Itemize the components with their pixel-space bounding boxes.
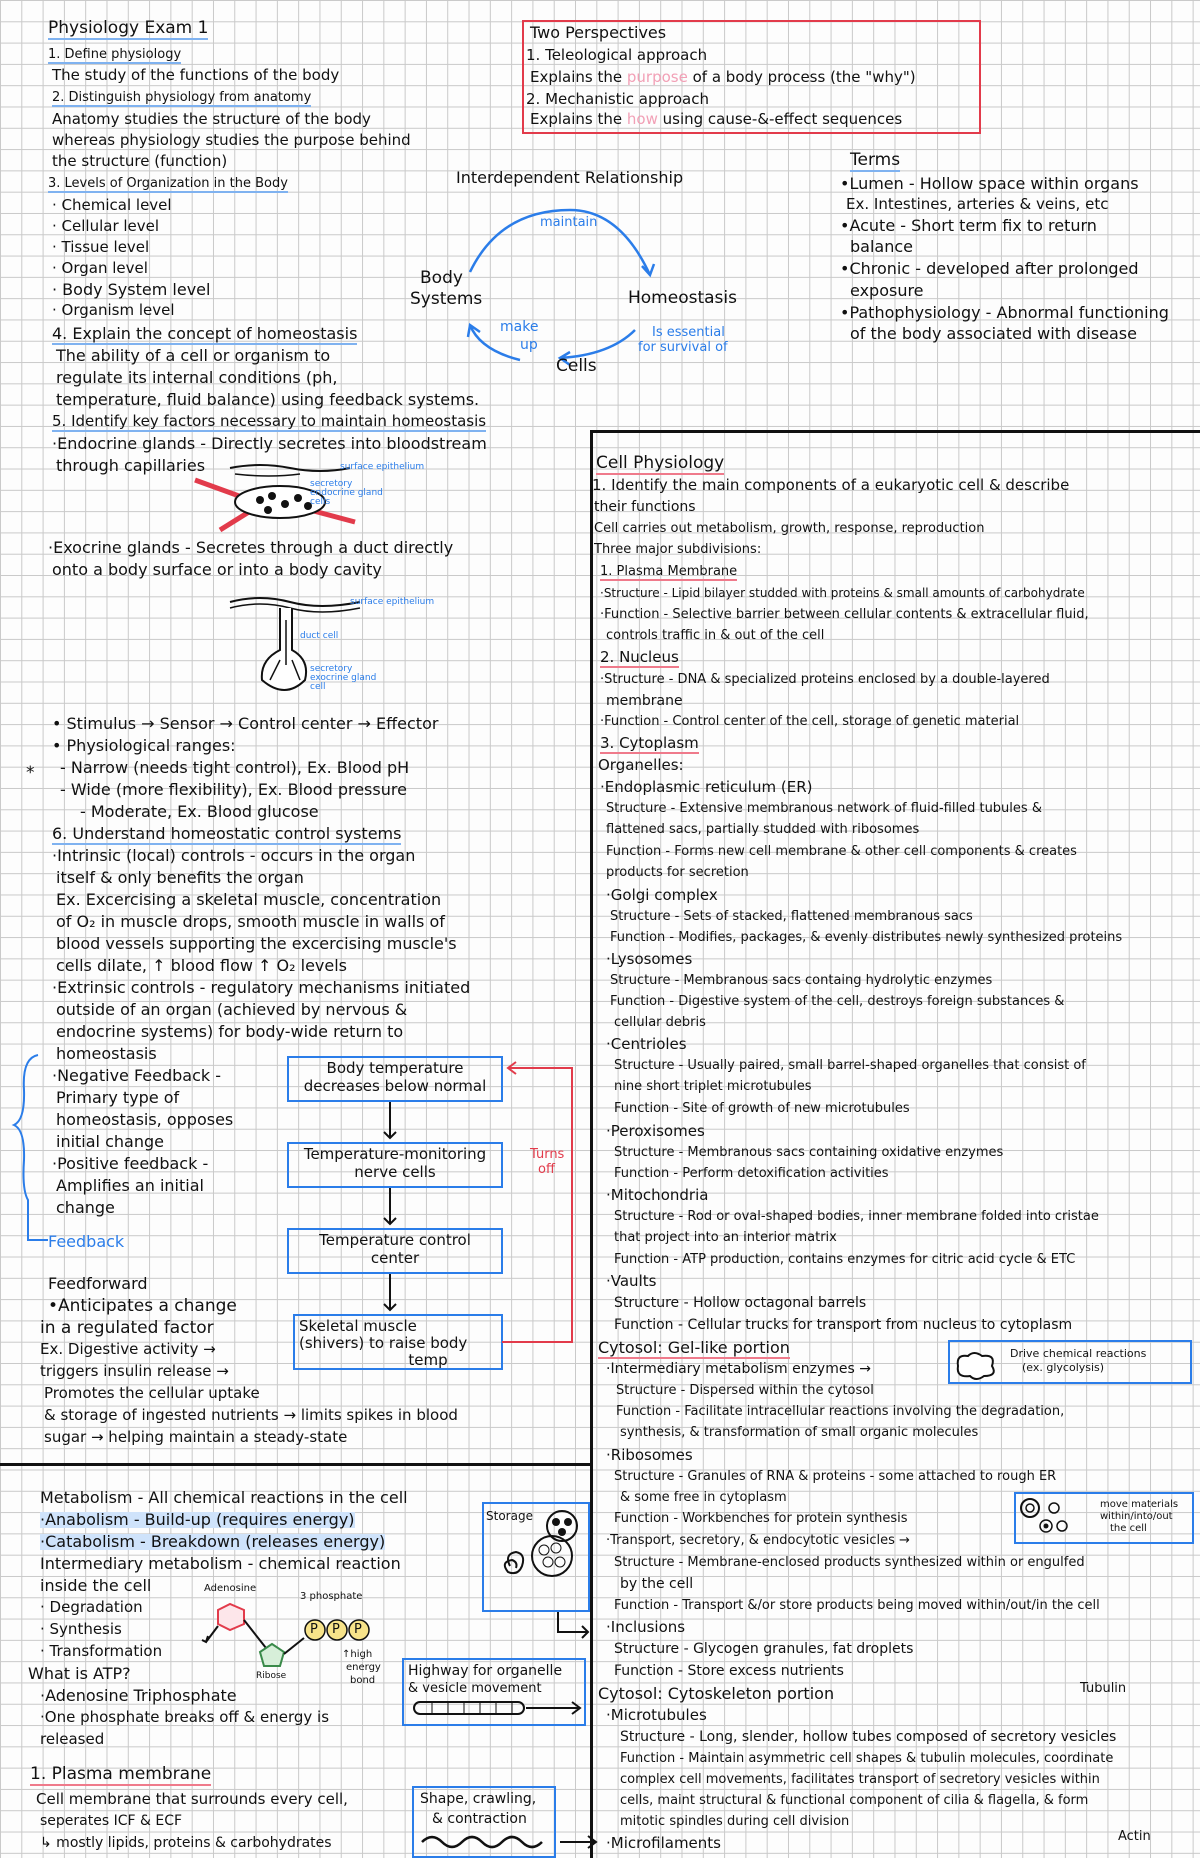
cycle-label-essential: Is essential [652, 325, 725, 340]
ranges-heading: • Physiological ranges: [52, 736, 236, 755]
cell-line: & some free in cytoplasm [620, 1490, 787, 1505]
drive-reactions-text: (ex. glycolysis) [1022, 1361, 1105, 1374]
terms-title: Terms [850, 150, 901, 170]
flow-text: (shivers) to raise body [299, 1334, 468, 1352]
cycle-node-cells: Cells [556, 356, 597, 376]
perspective-emphasis: how [626, 110, 658, 128]
term-line: •Acute - Short term fix to return [840, 216, 1097, 235]
negative-feedback-line: ·Negative Feedback - [52, 1066, 222, 1085]
intrinsic-line: itself & only benefits the organ [56, 868, 304, 887]
term-line: of the body associated with disease [850, 324, 1137, 343]
term-line: balance [850, 237, 913, 256]
cell-line: Function - Maintain asymmetric cell shapes & tubulin molecules, coordinate [620, 1751, 1114, 1766]
perspective-emphasis: purpose [626, 68, 688, 86]
move-materials-text: within/into/out [1100, 1511, 1173, 1522]
feedforward-line: •Anticipates a change [48, 1296, 237, 1316]
cell-line: membrane [606, 693, 683, 709]
range-item: - Moderate, Ex. Blood glucose [80, 802, 319, 821]
cell-line: cells, maint structural & functional component of cilia & flagella, & form [620, 1793, 1089, 1808]
flow-text: nerve cells [354, 1163, 436, 1181]
intrinsic-line: Ex. Excercising a skeletal muscle, concentration [56, 890, 442, 909]
inclusion-icons [490, 1506, 586, 1602]
cell-line: complex cell movements, facilitates transport of secretory vesicles within [620, 1772, 1100, 1787]
cell-line: Function - Forms new cell membrane & other cell components & creates [606, 844, 1077, 859]
level-item: · Tissue level [52, 238, 150, 256]
positive-feedback-line: change [56, 1198, 115, 1217]
cell-line: Structure - Dispersed within the cytosol [616, 1383, 874, 1398]
organelle-heading: ·Intermediary metabolism enzymes → [606, 1361, 871, 1377]
exocrine-label: surface epithelium [350, 597, 435, 607]
perspective-item: 1. Teleological approach [526, 46, 708, 64]
cell-line: products for secretion [606, 865, 749, 880]
intrinsic-line: of O₂ in muscle drops, smooth muscle in walls of [56, 912, 445, 931]
perspective-desc-part: of a body process (the "why") [692, 68, 916, 86]
actin-label: Actin [1118, 1829, 1151, 1844]
cytosol-heading: Cytosol: Gel-like portion [598, 1338, 790, 1357]
cell-line: Cell carries out metabolism, growth, response, reproduction [594, 521, 985, 536]
level-item: · Organ level [52, 259, 148, 277]
cell-line: Function - Transport &/or store products being moved within/out/in the cell [614, 1598, 1100, 1613]
cell-line: Structure - Long, slender, hollow tubes composed of secretory vesicles [620, 1729, 1117, 1745]
organelles-label: Organelles: [598, 756, 684, 774]
extrinsic-line: homeostasis [56, 1044, 157, 1063]
cell-line: ·Function - Control center of the cell, storage of genetic material [600, 714, 1020, 729]
range-item: - Wide (more flexibility), Ex. Blood pressure [60, 780, 407, 799]
perspective-desc-part: Explains the [530, 110, 623, 128]
feedback-label: Feedback [48, 1232, 125, 1251]
cell-line: that project into an interior matrix [614, 1230, 837, 1245]
cell-line: by the cell [620, 1576, 694, 1592]
positive-feedback-line: ·Positive feedback - [52, 1154, 209, 1173]
phosphate-label: 3 phosphate [300, 1591, 363, 1602]
stimulus-line: • Stimulus → Sensor → Control center → Effector [52, 714, 439, 733]
q1-heading: 1. Define physiology [48, 47, 182, 62]
range-item: - Narrow (needs tight control), Ex. Blood pH [60, 758, 410, 777]
move-materials-text: move materials [1100, 1499, 1179, 1510]
phosphate-p: P [310, 1622, 318, 1637]
q4-line: regulate its internal conditions (ph, [56, 368, 338, 387]
perspective-desc [530, 70, 916, 85]
atp-line: ·Adenosine Triphosphate [40, 1686, 237, 1705]
cell-line: Structure - Membranous sacs containg hydrolytic enzymes [610, 973, 993, 988]
exocrine-label: secretory exocrine gland cell [310, 664, 377, 692]
flow-text: Body temperature [326, 1059, 464, 1077]
cell-line: Structure - Glycogen granules, fat droplets [614, 1641, 914, 1657]
negative-feedback-line: initial change [56, 1132, 164, 1151]
cell-line: Function - Facilitate intracellular reactions involving the degradation, [616, 1404, 1065, 1419]
q4-line: temperature, fluid balance) using feedback systems. [56, 390, 480, 409]
organelle-heading: ·Vaults [606, 1272, 657, 1290]
level-item: · Body System level [52, 280, 211, 299]
organelle-heading: ·Golgi complex [606, 886, 718, 904]
catabolism-line: ·Catabolism - Breakdown (releases energy) [40, 1532, 386, 1551]
intrinsic-line: ·Intrinsic (local) controls - occurs in the organ [52, 846, 416, 865]
feedforward-line: Promotes the cellular uptake [44, 1384, 260, 1402]
section-divider [590, 430, 1200, 433]
drive-reactions-text: Drive chemical reactions [1010, 1347, 1147, 1360]
cell-line: cellular debris [614, 1015, 706, 1030]
vesicle-icon [1018, 1496, 1078, 1536]
term-line: •Lumen - Hollow space within organs [840, 174, 1139, 193]
cell-line: Function - Digestive system of the cell, destroys foreign substances & [610, 994, 1065, 1009]
tubulin-label: Tubulin [1080, 1681, 1127, 1696]
atp-line: ·One phosphate breaks off & energy is [40, 1708, 330, 1726]
flow-text: Temperature control [319, 1231, 471, 1249]
cell-line: Function - Workbenches for protein synthesis [614, 1511, 908, 1526]
endocrine-label: surface epithelium [340, 462, 425, 472]
q2-line: the structure (function) [52, 152, 228, 170]
phosphate-p: P [354, 1622, 362, 1637]
metabolism-line: Intermediary metabolism - chemical reaction [40, 1554, 401, 1573]
cycle-label-make-up: up [520, 337, 538, 353]
cell-line: controls traffic in & out of the cell [606, 628, 825, 643]
organelle-heading: ·Peroxisomes [606, 1122, 705, 1140]
q2-heading: 2. Distinguish physiology from anatomy [52, 90, 312, 105]
high-energy-label: energy [346, 1662, 381, 1673]
cell-line: Structure - Sets of stacked, flattened membranous sacs [610, 909, 973, 924]
feedforward-line: & storage of ingested nutrients → limits spikes in blood [44, 1406, 458, 1424]
q5-heading: 5. Identify key factors necessary to maintain homeostasis [52, 412, 487, 430]
endocrine-line: through capillaries [56, 456, 206, 475]
cycle-label-make-up: make [500, 319, 539, 335]
cell-q1: their functions [594, 499, 696, 515]
q1-answer: The study of the functions of the body [52, 66, 340, 84]
cell-line: Function - Cellular trucks for transport from nucleus to cytoplasm [614, 1317, 1073, 1333]
endocrine-line: ·Endocrine glands - Directly secretes into bloodstream [52, 434, 487, 453]
cell-line: Structure - Usually paired, small barrel-shaped organelles that consist of [614, 1058, 1086, 1073]
cell-line: Structure - Membrane-enclosed products synthesized within or engulfed [614, 1555, 1085, 1570]
intrinsic-line: cells dilate, ↑ blood flow ↑ O₂ levels [56, 956, 348, 975]
cycle-label-maintain: maintain [540, 215, 598, 230]
cell-line: Three major subdivisions: [594, 542, 762, 557]
subsection-heading: 2. Nucleus [600, 648, 679, 666]
perspective-desc-part: Explains the [530, 68, 623, 86]
q4-line: The ability of a cell or organism to [56, 346, 331, 365]
section-divider [590, 430, 593, 1858]
exocrine-line: onto a body surface or into a body cavity [52, 560, 382, 579]
term-line: •Pathophysiology - Abnormal functioning [840, 303, 1169, 322]
extrinsic-line: outside of an organ (achieved by nervous & [56, 1000, 408, 1019]
shape-text: & contraction [432, 1811, 527, 1827]
turns-off-label: Turns [530, 1147, 565, 1162]
move-materials-text: the cell [1110, 1523, 1147, 1534]
organelle-heading: ·Microfilaments [606, 1834, 721, 1852]
term-line: Ex. Intestines, arteries & veins, etc [846, 195, 1109, 213]
flow-box-effector [293, 1314, 503, 1370]
cell-line: Function - Modifies, packages, & evenly distributes newly synthesized proteins [610, 930, 1123, 945]
organelle-heading: ·Ribosomes [606, 1446, 693, 1464]
perspective-desc-part: using cause-&-effect sequences [662, 110, 903, 128]
flow-text: Skeletal muscle [299, 1317, 417, 1335]
feedforward-line: in a regulated factor [40, 1318, 214, 1338]
organelle-heading: ·Lysosomes [606, 950, 693, 968]
cell-line: Function - Perform detoxification activities [614, 1166, 889, 1181]
intrinsic-line: blood vessels supporting the excercising muscle's [56, 934, 457, 953]
metabolism-item: · Transformation [40, 1642, 163, 1660]
q2-line: Anatomy studies the structure of the body [52, 110, 371, 128]
microtubule-icon [412, 1698, 587, 1718]
cycle-label-essential: for survival of [638, 340, 728, 355]
cycle-node-homeostasis: Homeostasis [628, 288, 737, 308]
section-divider [0, 1463, 592, 1466]
plasma-membrane-line: seperates ICF & ECF [40, 1813, 183, 1829]
metabolism-line: Metabolism - All chemical reactions in the cell [40, 1488, 408, 1507]
q6-heading: 6. Understand homeostatic control systems [52, 824, 402, 843]
metabolism-item: · Degradation [40, 1598, 143, 1616]
anabolism-line: ·Anabolism - Build-up (requires energy) [40, 1510, 355, 1529]
q4-heading: 4. Explain the concept of homeostasis [52, 324, 358, 343]
subsection-heading: 1. Plasma Membrane [600, 564, 738, 579]
positive-feedback-line: Amplifies an initial [56, 1176, 204, 1195]
organelle-heading: ·Microtubules [606, 1706, 707, 1724]
extrinsic-line: ·Extrinsic controls - regulatory mechanisms initiated [52, 978, 471, 997]
term-line: exposure [850, 281, 924, 300]
highway-text: & vesicle movement [408, 1681, 542, 1696]
q3-heading: 3. Levels of Organization in the Body [48, 176, 288, 191]
plasma-membrane-line: ↳ mostly lipids, proteins & carbohydrates [40, 1835, 332, 1851]
subsection-heading: 3. Cytoplasm [600, 734, 699, 752]
perspective-desc [530, 112, 902, 127]
cell-line: nine short triplet microtubules [614, 1079, 812, 1094]
asterisk: * [26, 763, 35, 783]
cytoskeleton-heading: Cytosol: Cytoskeleton portion [598, 1684, 835, 1703]
cell-line: ·Structure - DNA & specialized proteins enclosed by a double-layered [600, 672, 1050, 687]
organelle-heading: ·Endoplasmic reticulum (ER) [600, 778, 813, 796]
term-line: •Chronic - developed after prolonged [840, 259, 1139, 278]
endocrine-label: secretory endocrine gland cells [310, 479, 383, 507]
turns-off-loop-arrow [500, 1060, 580, 1350]
organelle-heading: ·Centrioles [606, 1035, 687, 1053]
cycle-node-body-systems: Body [420, 268, 463, 288]
plasma-membrane-line: Cell membrane that surrounds every cell, [36, 1790, 348, 1808]
cell-line: Structure - Extensive membranous network of fluid-filled tubules & [606, 801, 1042, 816]
plasma-membrane-heading: 1. Plasma membrane [30, 1764, 212, 1784]
extrinsic-line: endocrine systems) for body-wide return to [56, 1022, 404, 1041]
atp-question: What is ATP? [28, 1664, 131, 1683]
level-item: · Cellular level [52, 217, 160, 235]
cell-line: Function - Store excess nutrients [614, 1663, 844, 1679]
flow-text: decreases below normal [303, 1077, 487, 1095]
cell-line: ·Structure - Lipid bilayer studded with proteins & small amounts of carbohydrate [600, 586, 1085, 600]
ribose-label: Ribose [256, 1671, 287, 1681]
flow-box-body-temp [287, 1056, 503, 1102]
page-title: Physiology Exam 1 [48, 18, 209, 38]
cell-line: Structure - Granules of RNA & proteins - some attached to rough ER [614, 1469, 1057, 1484]
adenosine-label: Adenosine [204, 1583, 257, 1594]
perspective-item: 2. Mechanistic approach [526, 90, 709, 108]
cell-q1: 1. Identify the main components of a eukaryotic cell & describe [592, 476, 1070, 494]
cell-line: Structure - Membranous sacs containing oxidative enzymes [614, 1145, 1004, 1160]
flow-arrows [380, 1100, 400, 1315]
exocrine-line: ·Exocrine glands - Secretes through a duct directly [48, 538, 454, 557]
storage-label: Storage [486, 1509, 533, 1523]
negative-feedback-line: Primary type of [56, 1088, 180, 1107]
exocrine-label: duct cell [300, 631, 339, 641]
feedforward-line: Ex. Digestive activity → [40, 1340, 216, 1358]
cell-line: mitotic spindles during cell division [620, 1814, 850, 1829]
shape-text: Shape, crawling, [420, 1791, 537, 1807]
cell-line: Function - Site of growth of new microtubules [614, 1101, 910, 1116]
cell-line: flattened sacs, partially studded with ribosomes [606, 822, 920, 837]
level-item: · Organism level [52, 301, 175, 319]
cycle-node-body-systems: Systems [410, 289, 483, 309]
highway-text: Highway for organelle [408, 1663, 563, 1679]
cell-line: Structure - Rod or oval-shaped bodies, inner membrane folded into cristae [614, 1209, 1099, 1224]
high-energy-label: ↑high [342, 1649, 373, 1660]
cell-line: Function - ATP production, contains enzymes for citric acid cycle & ETC [614, 1252, 1076, 1267]
microfilament-icon [420, 1832, 610, 1852]
storage-arrow [556, 1610, 596, 1640]
flow-text: temp [408, 1351, 448, 1369]
cell-line: Structure - Hollow octagonal barrels [614, 1295, 867, 1311]
organelle-heading: ·Transport, secretory, & endocytotic vesicles → [606, 1533, 910, 1548]
q2-line: whereas physiology studies the purpose behind [52, 131, 411, 149]
negative-feedback-line: homeostasis, opposes [56, 1110, 234, 1129]
metabolism-line: inside the cell [40, 1576, 152, 1595]
atp-line: released [40, 1730, 105, 1748]
flow-text: Temperature-monitoring [303, 1145, 487, 1163]
perspectives-title: Two Perspectives [530, 23, 667, 42]
turns-off-label: off [538, 1162, 555, 1177]
feedforward-line: triggers insulin release → [40, 1362, 229, 1380]
cell-line: ·Function - Selective barrier between cellular contents & extracellular fluid, [600, 607, 1089, 622]
feedforward-line: sugar → helping maintain a steady-state [44, 1428, 348, 1446]
high-energy-label: bond [350, 1675, 376, 1686]
flow-text: center [370, 1249, 420, 1267]
feedback-brace [8, 1050, 48, 1250]
phosphate-p: P [332, 1622, 340, 1637]
feedforward-heading: Feedforward [48, 1274, 148, 1293]
cell-line: synthesis, & transformation of small organic molecules [620, 1425, 979, 1440]
metabolism-item: · Synthesis [40, 1620, 122, 1638]
organelle-heading: ·Mitochondria [606, 1186, 709, 1204]
organelle-heading: ·Inclusions [606, 1618, 686, 1636]
level-item: · Chemical level [52, 196, 172, 214]
interdependent-title: Interdependent Relationship [456, 168, 684, 187]
cell-physiology-title: Cell Physiology [596, 453, 725, 473]
